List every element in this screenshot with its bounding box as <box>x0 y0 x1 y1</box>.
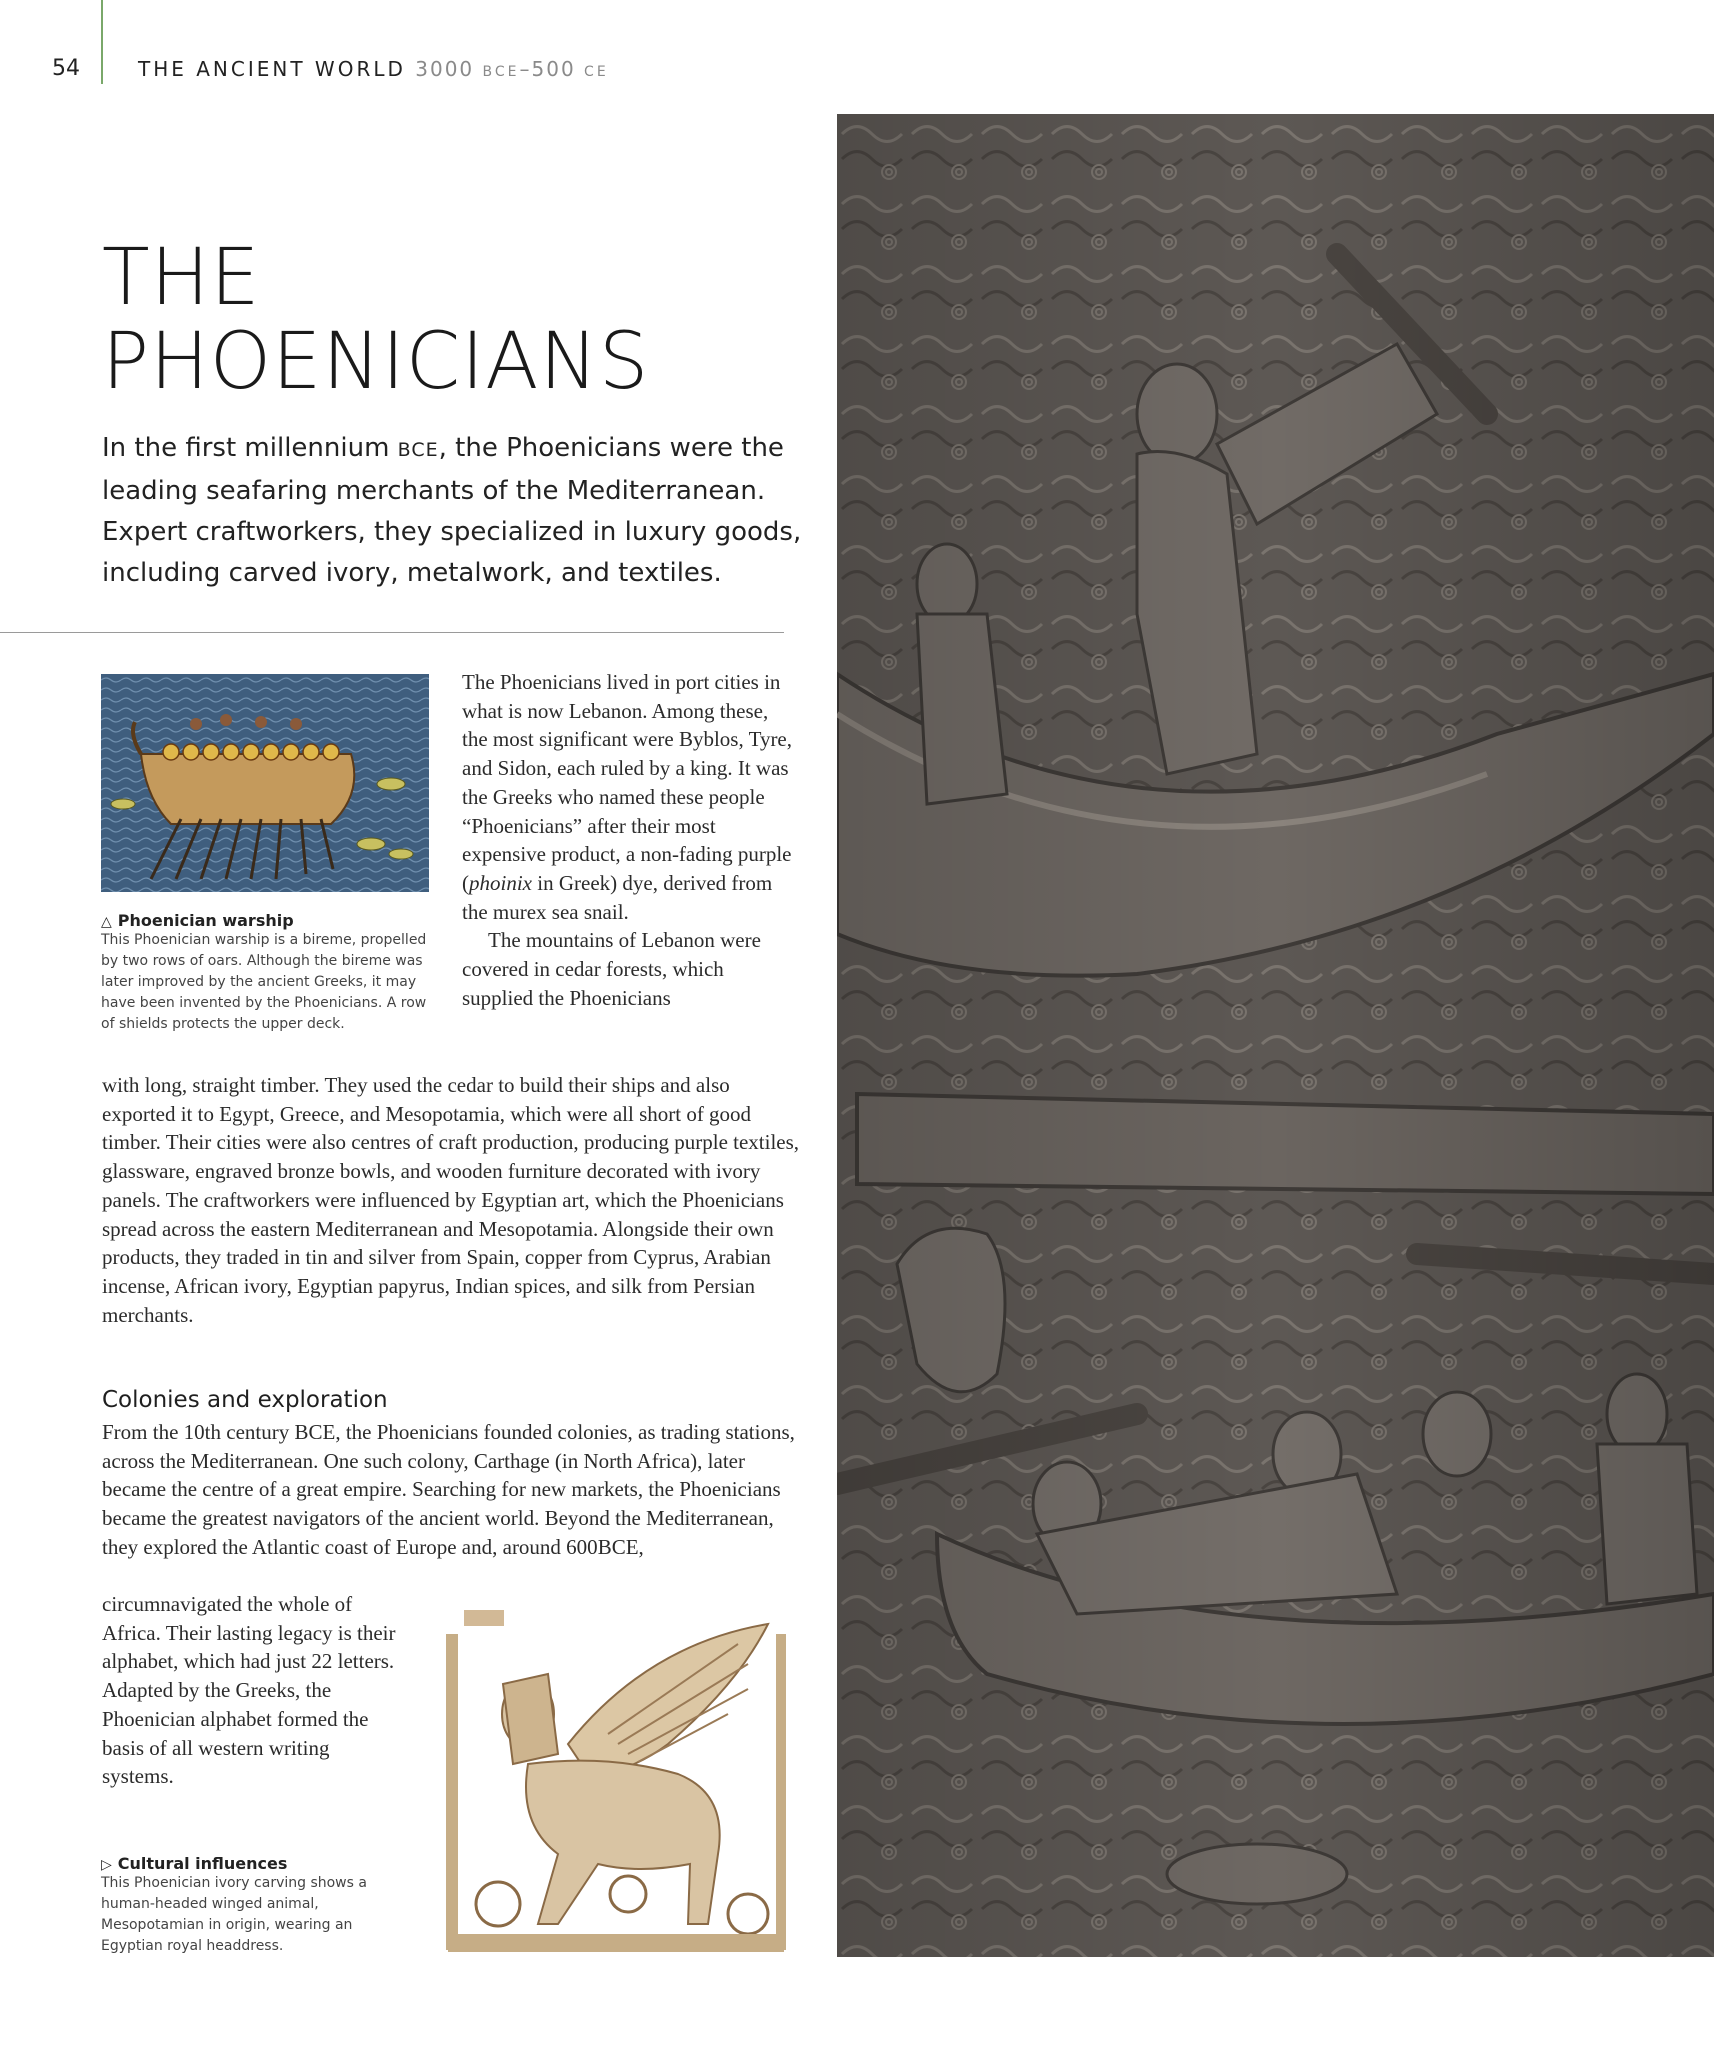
paragraph-2-start: The mountains of Lebanon were covered in cedar forests, which supplied the Phoenicians <box>462 928 761 1010</box>
paragraph-3: From the 10th century BCE, the Phoenicians founded colonies, as trading stations, across the Mediterranean. One such colony, Carthage (in North Africa), later became the centre of a great empire. Searching for new markets, the Phoenicians became the greatest navigators of the ancient world. Beyond the Mediterranean, they explored the Atlantic coast of Europe and, around 600BCE, <box>102 1420 795 1559</box>
paragraph-2-continued: with long, straight timber. They used the cedar to build their ships and also exported it to Egypt, Greece, and Mesopotamia, which were all short of good timber. Their cities were also centres of craft production, producing purple textiles, glassware, engraved bronze bowls, and wooden furniture decorated with ivory panels. The craftworkers were influenced by Egyptian art, which the Phoenicians spread across the eastern Mediterranean and Mesopotamia. Alongside their own products, they traded in tin and silver from Spain, copper from Cyprus, Arabian incense, African ivory, Egyptian papyrus, Indian spices, and silk from Persian merchants. <box>102 1073 800 1327</box>
paragraph-3-continued: circumnavigated the whole of Africa. Their lasting legacy is their alphabet, which had just 22 letters. Adapted by the Greeks, the Phoenician alphabet formed the basis of all western writing systems. <box>102 1592 396 1789</box>
warship-caption-body: This Phoenician warship is a bireme, propelled by two rows of oars. Although the bireme was later improved by the ancient Greeks, it may have been invented by the Phoenicians. A row of shields protects the upper deck. <box>101 932 427 1032</box>
ivory-carving-image <box>408 1604 792 1960</box>
body-column-right <box>462 668 792 1012</box>
date-range: 3000 BCE–500 CE <box>415 57 609 81</box>
ivory-caption-body: This Phoenician ivory carving shows a human-headed winged animal, Mesopotamian in origin, wearing an Egyptian royal headdress. <box>101 1875 367 1954</box>
article-title <box>102 233 742 407</box>
triangle-right-icon: ▷ <box>101 1857 112 1873</box>
triangle-up-icon: △ <box>101 914 112 930</box>
ivory-caption <box>101 1854 371 1957</box>
warship-caption-title: Phoenician warship <box>117 911 294 930</box>
paragraph-1: The Phoenicians lived in port cities in what is now Lebanon. Among these, the most significant were Byblos, Tyre, and Sidon, each ruled by a king. It was the Greeks who named these people “Phoenicians” after their most expensive product, a non-fading purple (phoinix in Greek) dye, derived from the murex sea snail. <box>462 670 793 924</box>
section-title: THE ANCIENT WORLD <box>138 57 406 81</box>
intro-paragraph: In the first millennium BCE, the Phoenicians were the leading seafaring merchants of the Mediterranean. Expert craftworkers, they specialized in luxury goods, including carved ivory, metalwork, and textiles. <box>102 433 802 588</box>
warship-caption <box>101 911 436 1035</box>
stone-relief-image <box>837 114 1714 1957</box>
ivory-caption-title: Cultural influences <box>117 1854 288 1873</box>
warship-image <box>101 674 429 892</box>
page-number: 54 <box>52 56 80 81</box>
subheading: Colonies and exploration <box>102 1387 388 1413</box>
title-line-1: THE <box>102 233 261 323</box>
running-head <box>138 57 609 81</box>
title-line-2: PHOENICIANS <box>102 317 650 407</box>
header-rule <box>101 0 103 84</box>
section-divider <box>0 632 784 633</box>
